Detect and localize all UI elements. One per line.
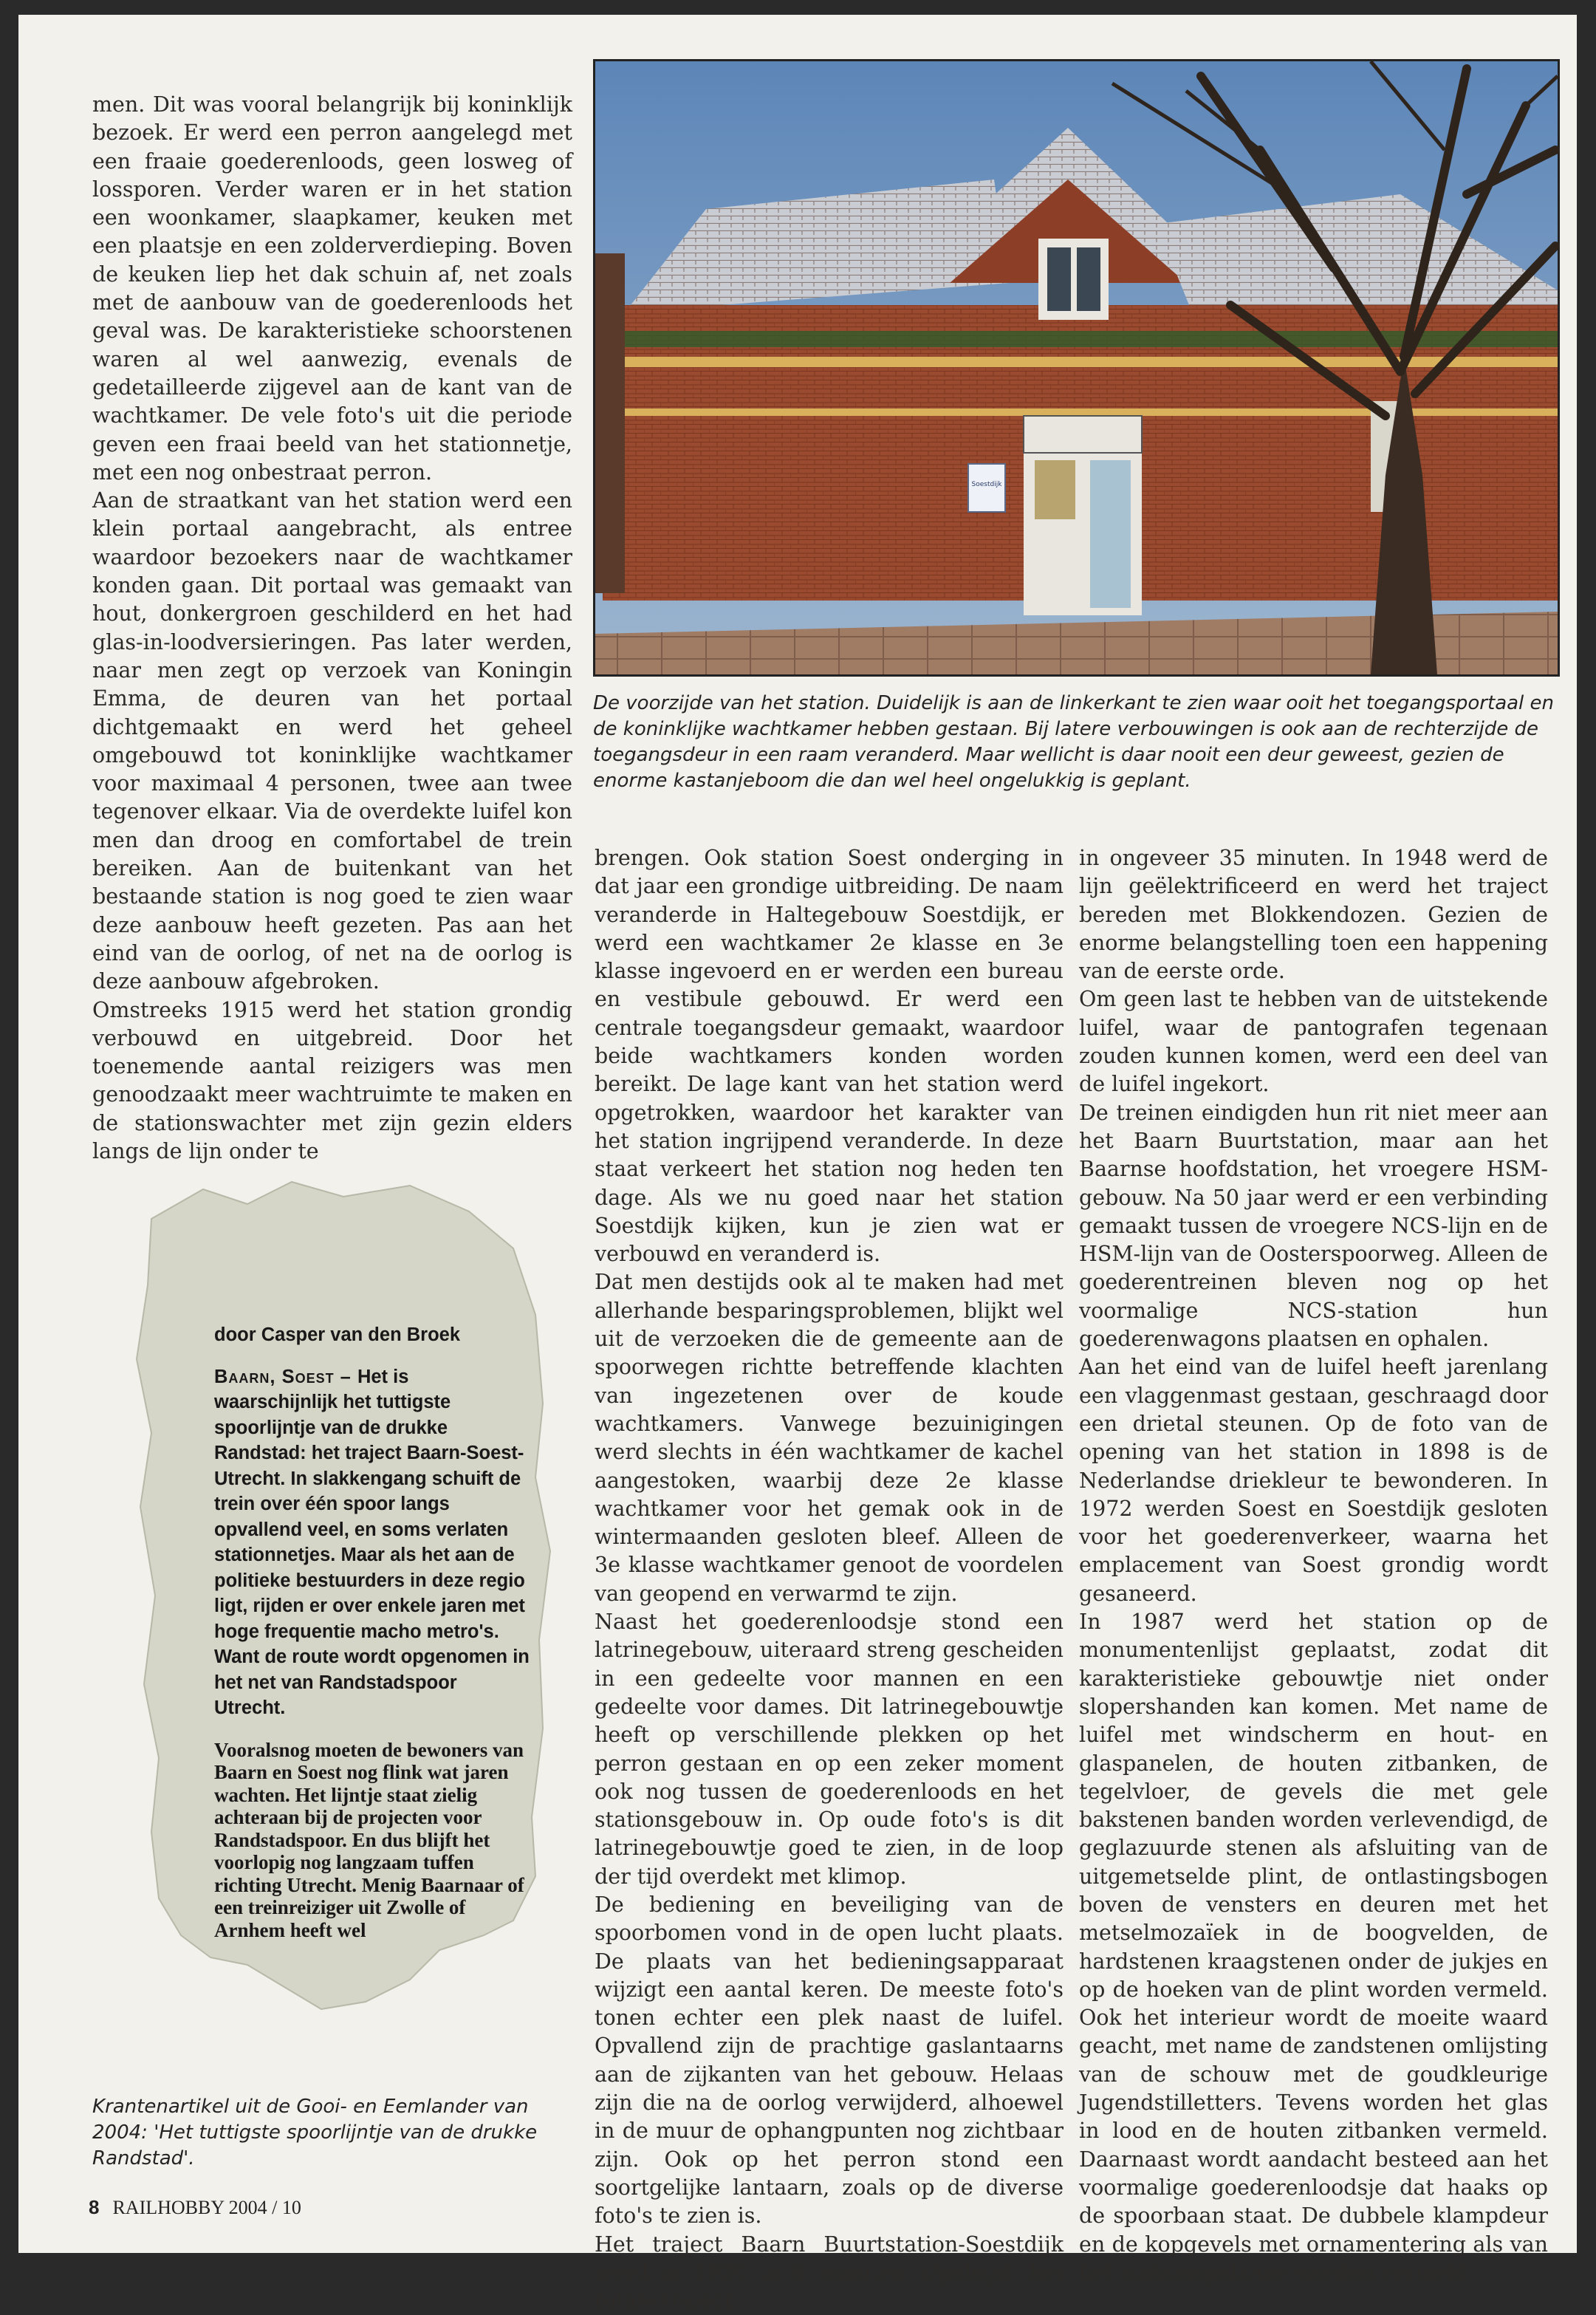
- photo-caption: De voorzijde van het station. Duidelijk is aan de linkerkant te zien waar ooit het toegangsportaal en de koninklijke wachtkamer hebben gestaan. Bij latere verbouwingen is ook aan de rechterzijde de toegangsdeur in een raam veranderd. Maar wellicht is daar nooit een deur geweest, gezien de enorme kastanjeboom die dan wel heel ongelukkig is geplant.: [593, 692, 1555, 792]
- clipping-lead: [214, 1364, 532, 1721]
- paragraph: Dat men destijds ook al te maken had met allerhande besparingsproblemen, blijkt wel uit de verzoeken die de gemeente aan de spoorwegen richtte betreffende klachten van ingezetenen over de koude wachtkamers. Vanwege bezuinigingen werd slechts in één wachtkamer de kachel aangestoken, waarbij deze 2e klasse wachtkamer voor het gemak ook in de wintermaanden gesloten bleef. Alleen de 3e klasse wachtkamer genoot de voordelen van geopend en verwarmd te zijn.: [595, 1270, 1064, 1606]
- page-number: 8: [89, 2196, 100, 2218]
- text-column-1: [92, 91, 572, 1166]
- paragraph: De treinen eindigden hun rit niet meer aan het Baarn Buurtstation, maar aan het Baarnse hoofdstation, het vroegere HSM-gebouw. Na 50 jaar werd er een verbinding gemaakt tussen de vroegere NCS-lijn en de HSM-lijn van de Oosterspoorweg. Alleen de goederentreinen bleven nog op het voormalige NCS-station hun goederenwagons plaatsen en ophalen.: [1079, 1100, 1548, 1352]
- clipping-text: [214, 1322, 532, 1941]
- paragraph: Naast het goederenloodsje stond een latrinegebouw, uiteraard streng gescheiden in een gedeelte voor mannen en een gedeelte voor dames. Dit latrinegebouwtje heeft op verschillende plekken op het perron gestaan en op een zeker moment ook nog tussen de goederenloods en het stationsgebouw in. Op oude foto's is dit latrinegebouwtje goed te zien, in de loop der tijd overdekt met klimop.: [595, 1610, 1064, 1889]
- paragraph: men. Dit was vooral belangrijk bij koninklijk bezoek. Er werd een perron aangelegd met een fraaie goederenloods, geen losweg of lossporen. Verder waren er in het station een woonkamer, slaapkamer, keuken met een plaatsje en een zolderverdieping. Boven de keuken liep het dak schuin af, net zoals met de aanbouw van de goederenloods het geval was. De karakteristieke schoorstenen waren al wel aanwezig, evenals de gedetailleerde zijgevel aan de kant van de wachtkamer. De vele foto's uit die periode geven een fraai beeld van het stationnetje, met een nog onbestraat perron.: [92, 92, 572, 485]
- magazine-page: [18, 15, 1577, 2314]
- paragraph: brengen. Ook station Soest onderging in dat jaar een grondige uitbreiding. De naam veranderde in Haltegebouw Soestdijk, er werd een wachtkamer 2e klasse en 3e klasse ingevoerd en er werden een bureau en vestibule gebouwd. Er werd een centrale toegangsdeur gemaakt, waardoor beide wachtkamers konden worden bereikt. De lage kant van het station werd opgetrokken, waardoor het karakter van het station ingrijpend veranderde. In deze staat verkeert het station nog heden ten dage. Als we nu goed naar het station Soestdijk kijken, kun je zien wat er verbouwd en veranderd is.: [595, 846, 1064, 1267]
- clipping-byline: door Casper van den Broek: [214, 1324, 461, 1345]
- clipping-dateline: Baarn, Soest –: [214, 1366, 357, 1387]
- paragraph: De bediening en beveiliging van de spoorbomen vond in de open lucht plaats. De plaats van het bedieningsapparaat wijzigt een aantal keren. De meeste foto's tonen echter een plek naast de luifel. Opvallend zijn de prachtige gaslantaarns aan de zijkanten van het gebouw. Helaas zijn die na de oorlog verwijderd, alhoewel in de muur de ophangpunten nog zichtbaar zijn. Ook op het perron stond een soortgelijke lantaarn, zoals op de diverse foto's te zien is.: [595, 1892, 1064, 2229]
- magazine-name: RAILHOBBY 2004 / 10: [112, 2197, 301, 2218]
- clipping-paragraph: Vooralsnog moeten de bewoners van Baarn en Soest nog flink wat jaren wachten. Het lijntje staat zielig achteraan bij de projecten voor Randstadspoor. En dus blijft het voorlopig nog langzaam tuffen richting Utrecht. Menig Baarnaar of een treinreiziger uit Zwolle of Arnhem heeft wel: [214, 1738, 524, 1941]
- text-column-3: [1079, 844, 1548, 2287]
- paragraph: Aan de straatkant van het station werd een klein portaal aangebracht, als entree waardoor bezoekers naar de wachtkamer konden gaan. Dit portaal was gemaakt van hout, donkergroen geschilderd en het had glas-in-loodversieringen. Pas later werden, naar men zegt op verzoek van Koningin Emma, de deuren van het portaal dichtgemaakt en werd het geheel omgebouwd tot koninklijke wachtkamer voor maximaal 4 personen, twee aan twee tegenover elkaar. Via de overdekte luifel kon men dan droog en comfortabel de trein bereiken. Aan de buitenkant van het bestaande station is nog goed te zien waar deze aanbouw heeft gezeten. Pas aan het eind van de oorlog, of net na de oorlog is deze aanbouw afgebroken.: [92, 488, 572, 994]
- clipping-caption: Krantenartikel uit de Gooi- en Eemlander van 2004: 'Het tuttigste spoorlijntje van de drukke Randstad'.: [92, 2096, 538, 2169]
- page-footer: [89, 2196, 301, 2219]
- station-photo: [593, 59, 1560, 677]
- text-column-2: [595, 844, 1064, 2315]
- station-illustration: [595, 61, 1558, 674]
- paragraph: in ongeveer 35 minuten. In 1948 werd de lijn geëlektrificeerd en werd het traject bereden met Blokkendozen. Gezien de enorme belangstelling toen een happening van de eerste orde.: [1079, 846, 1548, 984]
- newspaper-clipping: [100, 1167, 572, 2083]
- paragraph: In 1987 werd het station op de monumentenlijst geplaatst, zodat dit karakteristieke gebouwtje niet onder slopershanden kan komen. Met name de luifel met windscherm en hout- en glaspanelen, de houten zitbanken, de tegelvloer, de gevels die met gele bakstenen banden worden verlevendigd, de geglazuurde stenen als afsluiting van de uitgemetselde plint, de ontlastingsbogen boven de vensters en deuren met het metselmozaïek in de boogvelden, de hardstenen kraagstenen onder de jukjes en op de hoeken van de plint worden vermeld. Ook het interieur wordt de moeite waard geacht, met name de zandstenen omlijsting van de schouw met de goudkleurige Jugendstilletters. Tevens worden het glas in lood en de houten zitbanken vermeld. Daarnaast wordt aandacht besteed aan het voormalige goederenloodsje dat haaks op de spoorbaan staat. De dubbele klampdeur en de kopgevels met ornamentering als van het stationsgebouw worden vermeld.: [1079, 1610, 1548, 2285]
- paragraph: Omstreeks 1915 werd het station grondig verbouwd en uitgebreid. Door het toenemende aantal reizigers was men genoodzaakt meer wachtruimte te maken en de stationswachter met zijn gezin elders langs de lijn onder te: [92, 997, 572, 1163]
- station-sign-text: Soestdijk: [971, 481, 1002, 488]
- paragraph: Aan het eind van de luifel heeft jarenlang een vlaggenmast gestaan, geschraagd door een drietal steunen. Op de foto van de opening van het station in 1898 is de Nederlandse driekleur te bewonderen. In 1972 werden Soest en Soestdijk gesloten voor het goederenverkeer, waarna het emplacement van Soest grondig wordt gesaneerd.: [1079, 1355, 1548, 1606]
- clipping-lead-text: Het is waarschijnlijk het tuttigste spoorlijntje van de drukke Randstad: het traject Baarn-Soest-Utrecht. In slakkengang schuift de trein over één spoor langs opvallend veel, en soms verlaten stationnetjes. Maar als het aan de politieke bestuurders in deze regio ligt, rijden er over enkele jaren met hoge frequentie macho metro's. Want de route wordt opgenomen in het net van Randstadspoor Utrecht.: [214, 1366, 530, 1718]
- paragraph: Het traject Baarn Buurtstation-Soestdijk werd in 1920 in 6 minuten afgelegd, het totale traject: [595, 2232, 1064, 2314]
- paragraph: Om geen last te hebben van de uitstekende luifel, waar de pantografen tegenaan zouden kunnen komen, werd een deel van de luifel ingekort.: [1079, 987, 1548, 1097]
